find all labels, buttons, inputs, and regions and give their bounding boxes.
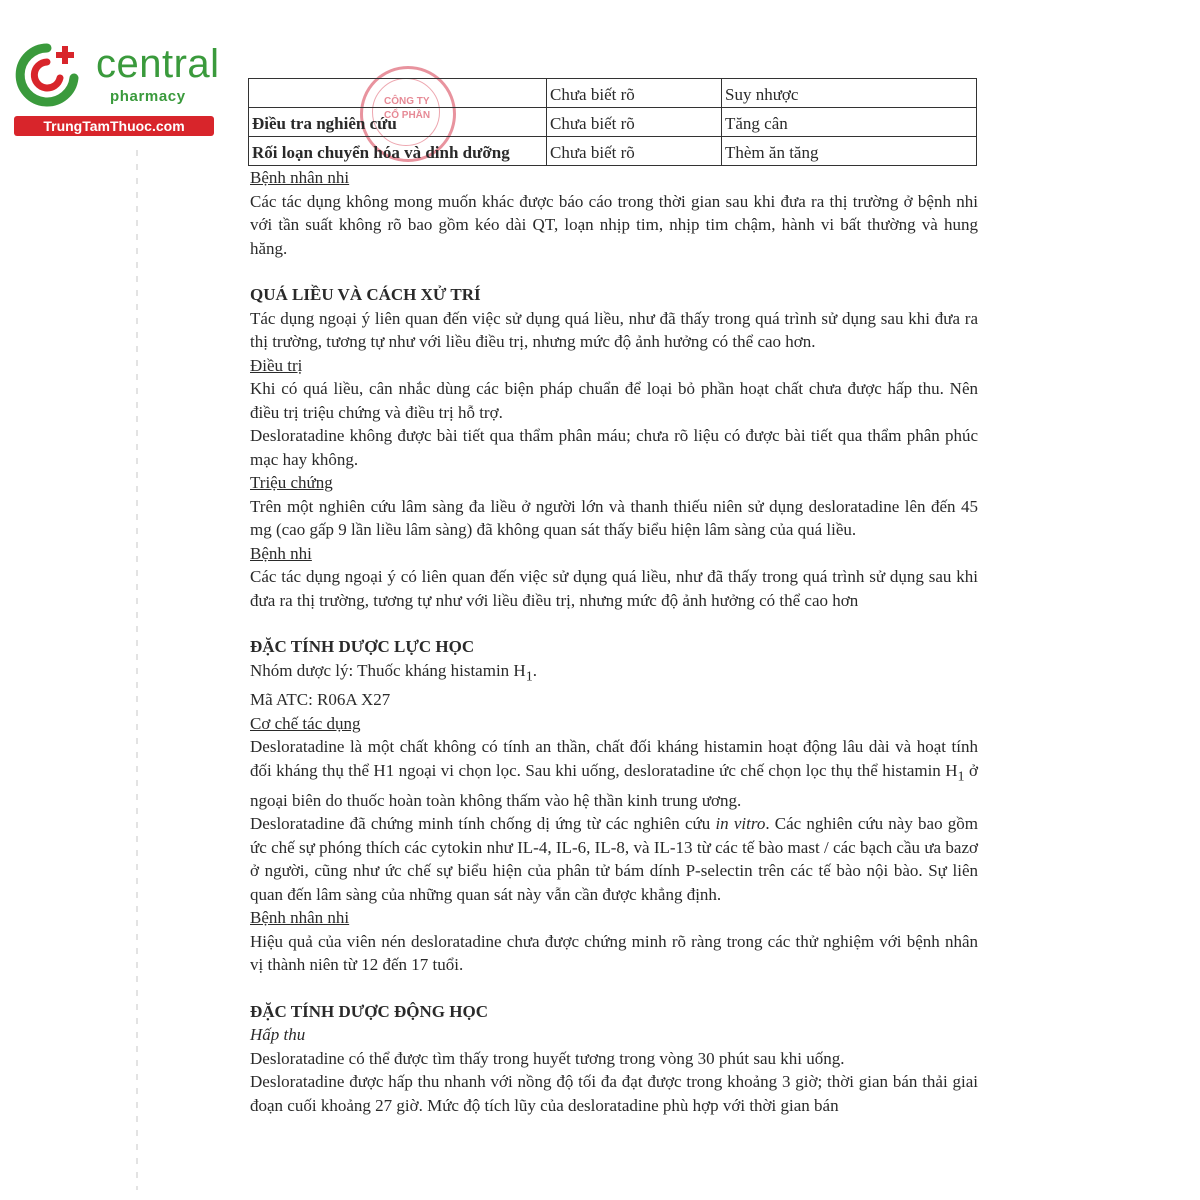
text: ở ngoại biên do thuốc hoàn toàn không thấm vào hệ thần kinh trung ương.: [250, 760, 978, 810]
subheading-symptoms: Triệu chứng: [250, 473, 333, 492]
subheading-mechanism: Cơ chế tác dụng: [250, 713, 361, 733]
section-heading-pharmacodynamics: ĐẶC TÍNH DƯỢC LỰC HỌC: [250, 637, 475, 656]
subheading-pediatric: Bệnh nhân nhi: [250, 908, 350, 928]
paragraph: Trên một nghiên cứu lâm sàng đa liều ở người lớn và thanh thiếu niên sử dụng desloratadine lên đến 45 mg (cao gấp 9 lần liều lâm sàng) đã không quan sát thấy biểu hiện lâm sàng của quá liều.: [250, 496, 978, 539]
subscript: 1: [525, 667, 533, 684]
stamp-text-line2: CỔ PHẦN: [384, 110, 431, 121]
subheading-pediatric: Bệnh nhân nhi: [250, 168, 350, 187]
subscript: 1: [957, 768, 965, 785]
table-cell-frequency: Chưa biết rõ: [547, 137, 722, 166]
group-text: Nhóm dược lý: Thuốc kháng histamin H: [250, 660, 526, 680]
text: Desloratadine đã chứng minh tính chống dị ứng từ các nghiên cứu: [250, 814, 716, 834]
table-cell-category: Điều tra nghiên cứu: [249, 108, 547, 137]
central-pharmacy-logo[interactable]: [8, 36, 220, 136]
table-cell-effect: Suy nhược: [722, 79, 977, 108]
text: . Các nghiên cứu này bao gồm ức chế sự phóng thích các cytokin như IL-4, IL-6, IL-8, và IL-13 từ các tế bào mast / các bạch cầu ưa bazơ ở người, cũng như ức chế sự biểu hiện của phân tử bám dính P-selectin trên các tế bào nội bào. Sự liên quan đến lâm sàng của những quan sát này vẫn cần được khẳng định.: [250, 814, 978, 904]
pharmacy-cross-icon: [12, 40, 82, 110]
paragraph: Desloratadine không được bài tiết qua thẩm phân máu; chưa rõ liệu có được bài tiết qua thẩm phân phúc mạc hay không.: [250, 426, 978, 469]
section-heading-overdose: QUÁ LIỀU VÀ CÁCH XỬ TRÍ: [250, 285, 481, 304]
table-cell-frequency: Chưa biết rõ: [547, 108, 722, 137]
table-cell-frequency: Chưa biết rõ: [547, 79, 722, 108]
paragraph: Các tác dụng không mong muốn khác được báo cáo trong thời gian sau khi đưa ra thị trường ở bệnh nhi với tần suất không rõ bao gồm kéo dài QT, loạn nhịp tim, nhịp tim chậm, hành vi bất thường và hung hăng.: [250, 191, 978, 258]
paragraph: Hiệu quả của viên nén desloratadine chưa được chứng minh rõ ràng trong các thử nghiệm với bệnh nhân vị thành niên từ 12 đến 17 tuổi.: [250, 931, 978, 975]
italic-term: in vitro: [715, 814, 766, 834]
text: Desloratadine là một chất không có tính an thần, chất đối kháng histamin hoạt động lâu dài và hoạt tính đối kháng thụ thể H1 ngoại vi chọn lọc. Sau khi uống, desloratadine ức chế chọn lọc thụ thể histamin H: [250, 737, 978, 780]
paragraph: Khi có quá liều, cân nhắc dùng các biện pháp chuẩn để loại bỏ phần hoạt chất chưa được hấp thu. Nên điều trị triệu chứng và điều trị hỗ trợ.: [250, 379, 978, 422]
table-row: [249, 79, 977, 108]
paragraph: Các tác dụng ngoại ý có liên quan đến việc sử dụng quá liều, như đã thấy trong quá trình sử dụng sau khi đưa ra thị trường, tương tự như với liều điều trị, nhưng mức độ ảnh hưởng có thể cao hơn: [250, 567, 978, 610]
paragraph: [250, 812, 978, 906]
subheading-treatment: Điều trị: [250, 355, 303, 375]
table-cell-category: [249, 79, 547, 108]
logo-url-badge[interactable]: TrungTamThuoc.com: [14, 116, 214, 136]
logo-name: central: [96, 42, 220, 86]
section-heading-pharmacokinetics: ĐẶC TÍNH DƯỢC ĐỘNG HỌC: [250, 1001, 489, 1021]
paragraph: [250, 735, 978, 812]
pharmacologic-group: [250, 659, 978, 689]
atc-code: Mã ATC: R06A X27: [250, 690, 391, 710]
paragraph: Desloratadine có thể được tìm thấy trong huyết tương trong vòng 30 phút sau khi uống.: [250, 1048, 845, 1068]
table-row: [249, 137, 977, 166]
table-row: [249, 108, 977, 137]
group-period: .: [532, 660, 538, 680]
table-cell-effect: Tăng cân: [722, 108, 977, 137]
paragraph: Desloratadine được hấp thu nhanh với nồng độ tối đa đạt được trong khoảng 3 giờ; thời gian bán thải giai đoạn cuối khoảng 27 giờ. Mức độ tích lũy của desloratadine phù hợp với thời gian bán: [250, 1072, 978, 1115]
subheading-pediatric: Bệnh nhi: [250, 543, 312, 563]
document-body: [243, 78, 978, 1117]
scan-page-edge: [136, 150, 138, 1190]
adverse-effects-table: [248, 78, 977, 166]
subheading-absorption: Hấp thu: [250, 1025, 306, 1045]
paragraph: Tác dụng ngoại ý liên quan đến việc sử dụng quá liều, như đã thấy trong quá trình sử dụng sau khi đưa ra thị trường, tương tự như với liều điều trị, nhưng mức độ ảnh hưởng có thể cao hơn.: [250, 308, 978, 351]
logo-subtitle: pharmacy: [110, 88, 186, 105]
table-cell-effect: Thèm ăn tăng: [722, 137, 977, 166]
stamp-text-line1: CÔNG TY: [384, 96, 430, 107]
table-cell-category: Rối loạn chuyển hóa và dinh dưỡng: [249, 137, 547, 166]
